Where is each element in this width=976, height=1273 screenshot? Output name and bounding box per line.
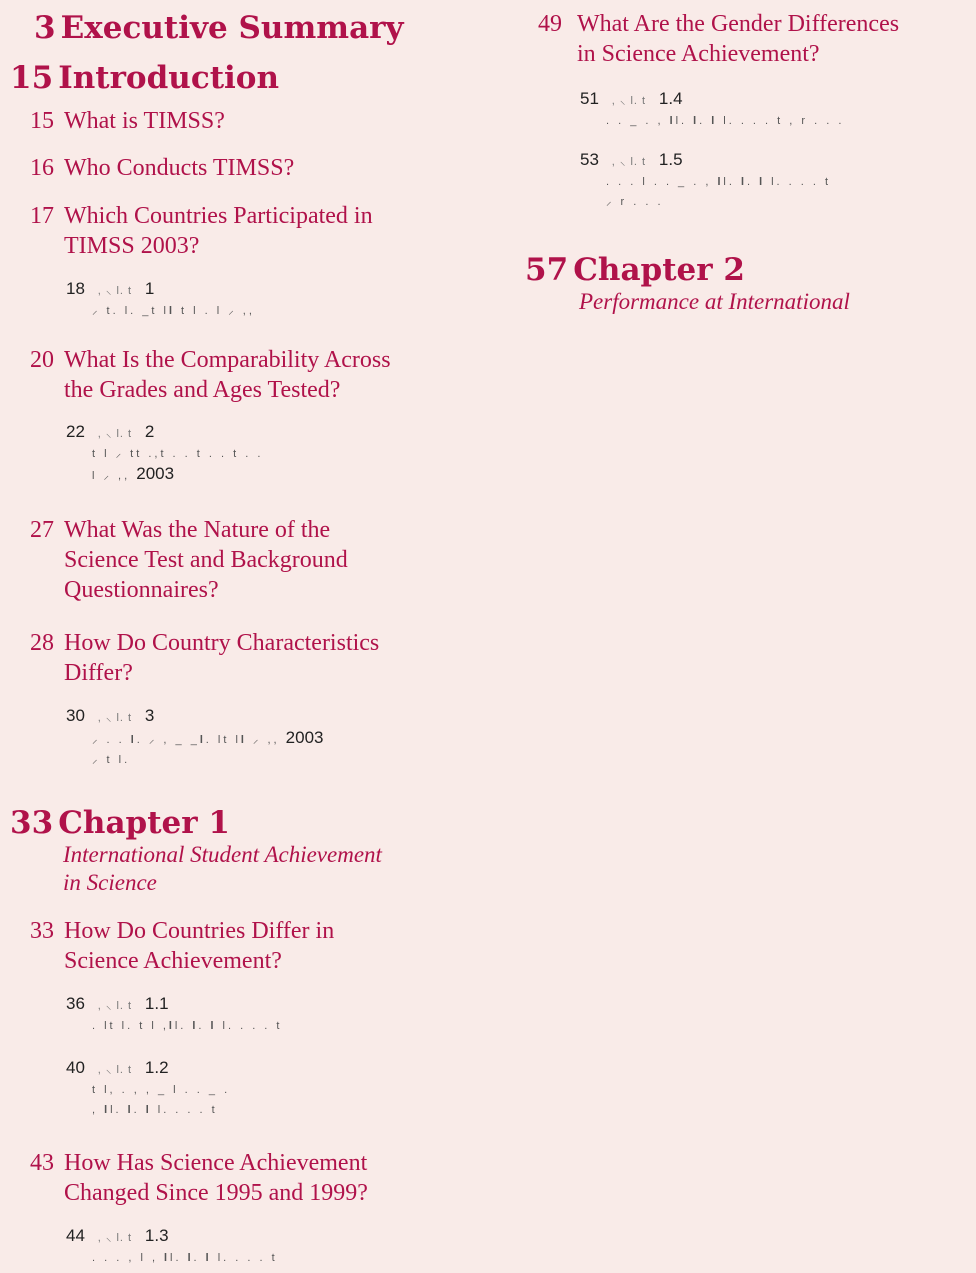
exhibit-page-number: 51 — [580, 89, 599, 108]
chapter-page-number: 3 — [34, 10, 56, 46]
section-page-number: 49 — [538, 11, 562, 37]
section-entry[interactable] — [0, 106, 480, 136]
exhibit-year: 2003 — [136, 464, 175, 483]
section-entry[interactable] — [0, 201, 480, 261]
section-title: Who Conducts TIMSS? — [64, 155, 295, 181]
section-page-number: 20 — [30, 347, 54, 373]
exhibit-entry[interactable] — [66, 1058, 230, 1120]
exhibit-ref: 1.1 — [144, 994, 169, 1013]
section-title: Which Countries Participated in TIMSS 2003? — [64, 203, 373, 259]
exhibit-title: ⸝ . . 𝐥. ⸝ , _ _𝐥. lt l𝐥 ⸝ ,, — [92, 734, 280, 746]
section-title: How Do Country Characteristics Differ? — [64, 630, 380, 686]
chapter-title: Introduction — [58, 60, 280, 96]
exhibit-label: , ⸜ l. t — [97, 428, 133, 440]
exhibit-title: . . _ . , 𝐥l. 𝐥. 𝐥 l. . . . t , r . . . — [606, 115, 845, 127]
exhibit-title: , 𝐥l. 𝐥. 𝐥 l. . . . t — [92, 1104, 218, 1116]
exhibit-label: , ⸜ l. t — [97, 1000, 133, 1012]
exhibit-page-number: 30 — [66, 706, 85, 725]
section-entry[interactable] — [0, 1148, 480, 1208]
exhibit-page-number: 22 — [66, 422, 85, 441]
exhibit-title: l ⸝ ,, — [92, 470, 131, 482]
section-title: What Are the Gender Differences in Science Achievement? — [577, 11, 900, 67]
exhibit-ref: 1.4 — [658, 89, 683, 108]
section-page-number: 17 — [30, 203, 54, 229]
chapter-subtitle: International Student Achievement — [63, 842, 382, 867]
chapter-page-number: 15 — [10, 60, 54, 96]
chapter-subtitle: Performance at International — [579, 289, 850, 314]
exhibit-title: t l, . , , _ l . . _ . — [92, 1084, 231, 1096]
chapter-title: Chapter 2 — [573, 252, 745, 288]
exhibit-title: . lt l. t l ,𝐥l. 𝐥. 𝐥 l. . . . t — [92, 1020, 283, 1032]
exhibit-title: ⸝ r . . . — [606, 196, 664, 208]
exhibit-title: t l ⸝ tt .,t . . t . . t . . — [92, 448, 264, 460]
exhibit-label: , ⸜ l. t — [97, 1232, 133, 1244]
exhibit-year: 2003 — [285, 728, 324, 747]
chapter-2[interactable] — [525, 252, 850, 316]
section-title: What is TIMSS? — [64, 108, 225, 134]
exhibit-label: , ⸜ l. t — [97, 285, 133, 297]
exhibit-label: , ⸜ l. t — [97, 712, 133, 724]
exhibit-ref: 2 — [144, 422, 155, 441]
exhibit-ref: 3 — [144, 706, 155, 725]
exhibit-page-number: 53 — [580, 150, 599, 169]
section-title: How Has Science Achievement Changed Since 1995 and 1999? — [64, 1150, 368, 1206]
chapter-title: Executive Summary — [60, 10, 404, 46]
exhibit-title: . . . , l , 𝐥l. 𝐥. 𝐥 l. . . . t — [92, 1252, 278, 1264]
exhibit-page-number: 44 — [66, 1226, 85, 1245]
exhibit-title: . . . l . . _ . , 𝐥l. 𝐥. 𝐥 l. . . . t — [606, 176, 832, 188]
section-entry[interactable] — [0, 515, 480, 605]
section-page-number: 16 — [30, 155, 54, 181]
exhibit-label: , ⸜ l. t — [611, 156, 647, 168]
section-page-number: 15 — [30, 108, 54, 134]
exhibit-entry[interactable] — [66, 706, 324, 770]
chapter-1[interactable] — [10, 805, 382, 897]
exhibit-entry[interactable] — [66, 1226, 278, 1268]
chapter-page-number: 33 — [10, 805, 54, 841]
exhibit-label: , ⸜ l. t — [97, 1064, 133, 1076]
exhibit-entry[interactable] — [580, 89, 844, 131]
exhibit-title: ⸝ t l. — [92, 754, 131, 766]
exhibit-ref: 1.2 — [144, 1058, 169, 1077]
section-title: How Do Countries Differ in Science Achievement? — [64, 918, 335, 974]
section-entry[interactable] — [0, 153, 480, 183]
section-entry[interactable] — [0, 916, 480, 976]
exhibit-ref: 1.3 — [144, 1226, 169, 1245]
section-entry[interactable] — [0, 628, 480, 688]
section-page-number: 28 — [30, 630, 54, 656]
section-title: What Is the Comparability Across the Grades and Ages Tested? — [64, 347, 391, 403]
section-title: What Was the Nature of the Science Test and Background Questionnaires? — [64, 517, 348, 603]
exhibit-page-number: 18 — [66, 279, 85, 298]
section-page-number: 27 — [30, 517, 54, 543]
chapter-page-number: 57 — [525, 252, 569, 288]
exhibit-entry[interactable] — [66, 279, 255, 321]
section-page-number: 43 — [30, 1150, 54, 1176]
exhibit-entry[interactable] — [66, 994, 282, 1036]
chapter-introduction[interactable] — [10, 60, 279, 96]
exhibit-title: ⸝ t. l. _t l𝐥 t l . l ⸝ ,, — [92, 305, 255, 317]
exhibit-page-number: 40 — [66, 1058, 85, 1077]
chapter-title: Chapter 1 — [58, 805, 230, 841]
exhibit-entry[interactable] — [580, 150, 831, 212]
exhibit-ref: 1.5 — [658, 150, 683, 169]
chapter-executive-summary[interactable] — [34, 10, 404, 46]
exhibit-label: , ⸜ l. t — [611, 95, 647, 107]
section-page-number: 33 — [30, 918, 54, 944]
exhibit-page-number: 36 — [66, 994, 85, 1013]
exhibit-entry[interactable] — [66, 422, 263, 486]
chapter-subtitle: in Science — [63, 870, 157, 895]
exhibit-ref: 1 — [144, 279, 155, 298]
section-entry[interactable] — [0, 345, 480, 405]
section-entry[interactable] — [500, 9, 976, 69]
